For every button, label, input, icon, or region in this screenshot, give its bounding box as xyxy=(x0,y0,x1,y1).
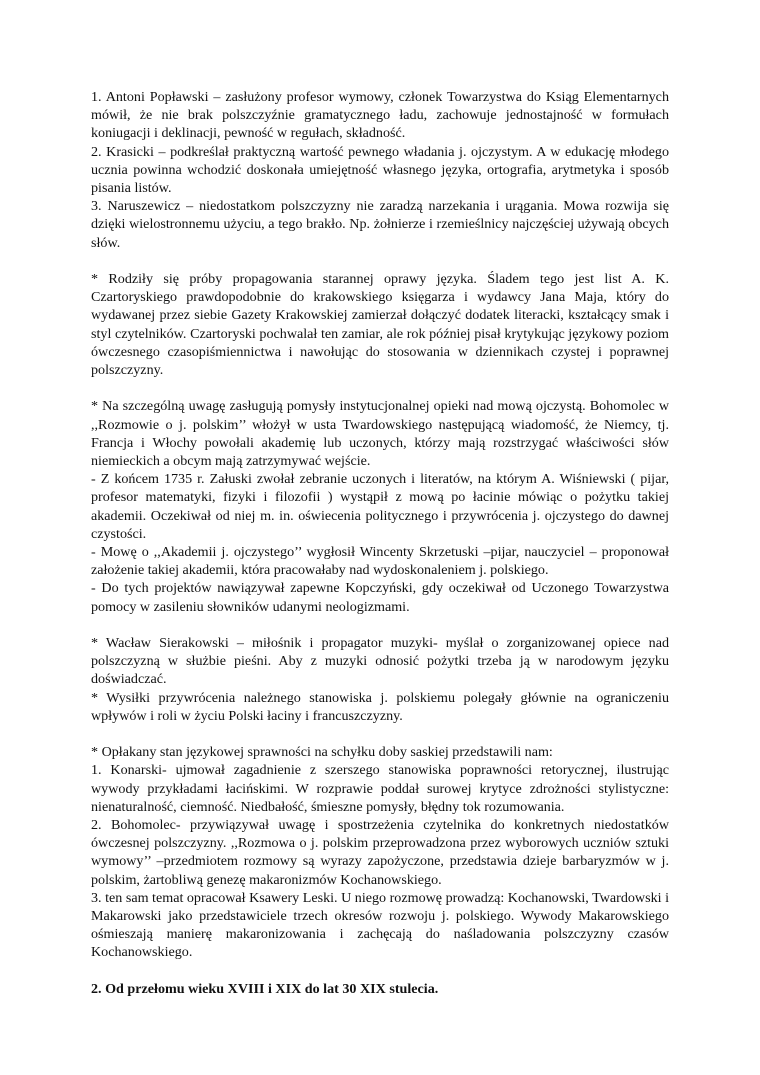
paragraph-skrzetuski: - Mowę o ,,Akademii j. ojczystego’’ wygłosił Wincenty Skrzetuski –pijar, nauczyciel – proponował założenie takiej akademii, która pracowałaby nad wydoskonaleniem j. polskiego. xyxy=(91,544,669,579)
paragraph-krasicki: 2. Krasicki – podkreślał praktyczną wartość pewnego władania j. ojczystym. A w edukację młodego ucznia powinna wchodzić doskonała umiejętność własnego języka, ortografia, arytmetyka i sposób pisania listów. xyxy=(91,143,669,197)
paragraph-naruszewicz: 3. Naruszewicz – niedostatkom polszczyzny nie zaradzą narzekania i urągania. Mowa rozwija się dzięki wielostronnemu użyciu, a tego brakło. Np. żołnierze i rzemieślnicy najczęściej używają obcych słów. xyxy=(91,198,669,251)
paragraph-leski: 3. ten sam temat opracował Ksawery Leski. U niego rozmowę prowadzą: Kochanowski, Twardowski i Makarowski jako przedstawiciele trzech okresów rozwoju j. polskiego. Wywody Makarowskiego ośmieszają manierę makaronizowania i zachęcają do naśladowania polszczyzny czasów Kochanowskiego. xyxy=(91,889,670,961)
paragraph-poplawski: 1. Antoni Popławski – zasłużony profesor wymowy, członek Towarzystwa do Ksiąg Elementarnych mówił, że nie brak polszczyźnie gramatycznego ładu, zachowuje jednostajność w formułach koniugacji i deklinacji, pewność w regułach, składność. xyxy=(91,89,669,142)
paragraph-zaluski: - Z końcem 1735 r. Załuski zwołał zebranie uczonych i literatów, na którym A. Wiśniewski ( pijar, profesor matematyki, fizyki i filozofii ) wystąpił z mową po łacinie mówiąc o pożytku takiej akademii. Oczekiwał od niej m. in. oświecenia politycznego i przywrócenia j. ojczystego do dawnej czystości. xyxy=(91,471,669,542)
paragraph-konarski: 1. Konarski- ujmował zagadnienie z szerszego stanowiska poprawności retorycznej, ilustrując wywody przykładami łacińskimi. W rozprawie poddał surowej krytyce zdrożności stylistyczne: nienaturalność, ciemność. Niedbałość, śmieszne pomysły, błędny tok rozumowania. xyxy=(91,762,669,815)
paragraph-saxon-era: * Opłakany stan językowej sprawności na schyłku doby saskiej przedstawili nam: xyxy=(91,744,553,761)
paragraph-sierakowski: * Wacław Sierakowski – miłośnik i propagator muzyki- myślał o zorganizowanej opiece nad polszczyzną w służbie pieśni. Aby z muzyki odnosić pożytki trzeba ją w narodowym języku doświadczać. xyxy=(91,635,669,688)
paragraph-kopczynski: - Do tych projektów nawiązywał zapewne Kopczyński, gdy oczekiwał od Uczonego Towarzystwa pomocy w zasileniu słowników udanymi neologizmami. xyxy=(91,580,669,615)
spacer xyxy=(91,962,669,980)
paragraph-institutional-care: * Na szczególną uwagę zasługują pomysły instytucjonalnej opieki nad mową ojczystą. Bohomolec w ,,Rozmowie o j. polskim’’ włożył w usta Twardowskiego następującą wiadomość, że Niemcy, tj. Francja i Włochy powołali akademię lub uczonych, którzy mają rozstrzygać właściwości słów niemieckich a obcym mają zatrzymywać wejście. xyxy=(91,398,669,470)
paragraph-czartoryski: * Rodziły się próby propagowania starannej oprawy języka. Śladem tego jest list A. K. Czartoryskiego prawdopodobnie do krakowskiego księgarza i wydawcy Jana Maja, który do wydawanej przez siebie Gazety Krakowskiej zamierzał dołączyć dodatek literacki, kształcący smak i styl czytelników. Czartoryski pochwalał ten zamiar, ale rok później pisał krytykując językowy poziom ówczesnego czasopiśmiennictwa i nawołując do stosowania w dziennikach czystej i poprawnej polszczyzny. xyxy=(91,271,669,379)
spacer xyxy=(91,616,669,634)
paragraph-bohomolec: 2. Bohomolec- przywiązywał uwagę i spostrzeżenia czytelnika do konkretnych niedostatków ówczesnej polszczyzny. ,,Rozmowa o j. polskim przeprowadzona przez wyborowych uczniów sztuki wymowy’’ –przedmiotem rozmowy są wyrazy zapożyczone, przedstawia dzieje barbaryzmów w j. polskim, żartobliwą genezę makaronizmów Kochanowskiego. xyxy=(91,817,669,888)
document-page xyxy=(91,88,669,998)
spacer xyxy=(91,379,669,397)
paragraph-efforts: * Wysiłki przywrócenia należnego stanowiska j. polskiemu polegały głównie na ograniczeniu wpływów i roli w życiu Polski łaciny i francuszczyzny. xyxy=(91,689,669,724)
spacer xyxy=(91,725,669,743)
section-heading: 2. Od przełomu wieku XVIII i XIX do lat 30 XIX stulecia. xyxy=(91,980,439,997)
spacer xyxy=(91,252,669,270)
